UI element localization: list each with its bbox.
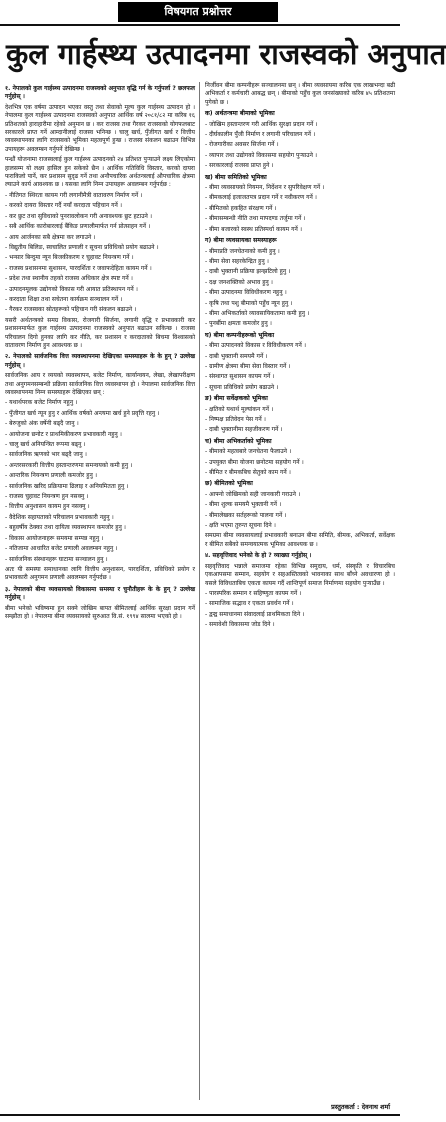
bullet-item: - बीमा उत्पादनको विकास र विविधीकरण गर्ने । bbox=[205, 342, 306, 350]
left-column bbox=[5, 82, 195, 1100]
bullet-item: - राजस्व चुहावट नियन्त्रण हुन नसक्नु । bbox=[5, 493, 89, 501]
bullet-item: - प्रदेश तथा स्थानीय तहको राजस्व अधिकार क्षेत्र स्पष्ट गर्ने । bbox=[5, 275, 133, 283]
question-heading: १. नेपालको कुल गार्हस्थ्य उत्पादनमा राजस्वको अनुपात वृद्धि गर्न के गर्नुपर्ला ? छलफल गर्नुहोस् । bbox=[5, 85, 195, 101]
question-heading: २. नेपालको सार्वजनिक वित्त व्यवस्थापनमा देखिएका समस्याहरू के के हुन् ? उल्लेख गर्नुहोस् । bbox=[5, 353, 195, 369]
bullet-item: - जोखिम हस्तान्तरण गरी आर्थिक सुरक्षा प्रदान गर्ने । bbox=[205, 120, 318, 128]
section-label: विषयगत प्रश्नोत्तर bbox=[118, 2, 278, 22]
footer-rule bbox=[0, 1114, 400, 1116]
paragraph: यसरी अर्थतन्त्रको समग्र विकास, रोजगारी सिर्जना, लगानी वृद्धि र प्रभावकारी कर प्रशासनमार्फत कुल गार्हस्थ्य उत्पादनमा राजस्वको अनुपात बढाउन सकिन्छ । राजस्व परिचालन दिगो हुनका लागि कर नीति, कर प्रशासन र करदाताको बिचमा विश्वासको वातावरण निर्माण हुन आवश्यक छ । bbox=[5, 316, 195, 349]
right-column bbox=[205, 82, 395, 1100]
section-heading: घ) बीमा कम्पनीहरूको भूमिका bbox=[205, 331, 275, 339]
bullet-item: - दाबी भुक्तानीमा सहजीकरण गर्ने । bbox=[205, 426, 283, 434]
bullet-item: - नीतिगत स्थिरता कायम गरी लगानीमैत्री वातावरण निर्माण गर्ने । bbox=[5, 191, 143, 199]
paragraph: निर्जीवन बीमा कम्पनीहरू सञ्चालनमा छन् । बीमा व्यवसायमा करिब एक लाखभन्दा बढी अभिकर्ता र कर्मचारी आबद्ध छन् । बीमाको पहुँच कुल जनसंख्याको करिब ४५ प्रतिशतमा पुगेको छ । bbox=[205, 82, 395, 106]
bullet-item: - आयोजना छनोट र प्राथमिकीकरण प्रभावकारी नहुनु । bbox=[5, 430, 122, 438]
bullet-item: - सार्वजनिक खरिद प्रक्रियामा ढिलाइ र अनियमितता हुनु । bbox=[5, 482, 129, 490]
bullet-item: - आफ्नो जोखिमको सही जानकारी गराउने । bbox=[205, 490, 301, 498]
bullet-item: - यथार्थपरक बजेट निर्माण नहुनु । bbox=[5, 399, 78, 407]
bullet-item: - बीमा सेवा सहरकेन्द्रित हुनु । bbox=[205, 257, 269, 265]
bullet-item: - बीमितको हकहित संरक्षण गर्ने । bbox=[205, 204, 277, 212]
bullet-item: - उत्पादनमूलक उद्योगको विकास गरी आयात प्रतिस्थापन गर्ने । bbox=[5, 285, 138, 293]
bullet-item: - उपयुक्त बीमा योजना छनोटमा सहयोग गर्ने । bbox=[205, 458, 304, 466]
bullet-item: - अन्तरसरकारी वित्तीय हस्तान्तरणमा समन्वयको कमी हुनु । bbox=[5, 461, 133, 469]
bullet-item: - सार्वजनिक संस्थानहरू घाटामा सञ्चालन हुनु । bbox=[5, 555, 108, 563]
bullet-item: - राजस्व प्रशासनमा सुशासन, पारदर्शिता र जवाफदेहिता कायम गर्ने । bbox=[5, 264, 152, 272]
bullet-item: - विकास आयोजनाहरू समयमा सम्पन्न नहुनु । bbox=[5, 534, 104, 542]
paragraph: समग्रमा बीमा व्यवसायलाई प्रभावकारी बनाउन बीमा समिति, बीमक, अभिकर्ता, सर्वेक्षक र बीमित सबैको समन्वयात्मक भूमिका आवश्यक छ । bbox=[205, 532, 395, 548]
paragraph: पन्ध्रौं योजनामा राजस्वलाई कुल गार्हस्थ्य उत्पादनको २४ प्रतिशत पुर्‍याउने लक्ष्य लिएकोमा हालसम्म यो लक्ष्य हासिल हुन सकेको छैन । आर्थिक गतिविधि विस्तार, करको दायरा फराकिलो पार्ने, कर प्रशासन सुदृढ गर्ने तथा अनौपचारिक अर्थतन्त्रलाई औपचारिक क्षेत्रमा ल्याउने कार्य आवश्यक छ । यसका लागि निम्न उपायहरू अवलम्बन गर्नुपर्दछ : bbox=[5, 156, 195, 189]
bullet-item: - ग्रामीण क्षेत्रमा बीमा सेवा विस्तार गर्ने । bbox=[205, 362, 291, 370]
bullet-item: - पुनर्बीमा क्षमता कमजोर हुनु । bbox=[205, 320, 272, 328]
bullet-item: - कर छुट तथा सुविधाको पुनरावलोकन गरी अनावश्यक छुट हटाउने । bbox=[5, 212, 153, 220]
bullet-item: - बहुवर्षीय ठेक्का तथा दायित्व व्यवस्थापन कमजोर हुनु । bbox=[5, 524, 126, 532]
question-heading: ३. नेपालको बीमा व्यवसायको विकासमा समस्या र चुनौतीहरू के के हुन् ? उल्लेख गर्नुहोस् । bbox=[5, 585, 195, 602]
bullet-item: - रोजगारीका अवसर सिर्जना गर्ने । bbox=[205, 141, 279, 149]
bullet-item: - गैरकर राजस्वका स्रोतहरूको पहिचान गरी संकलन बढाउने । bbox=[5, 306, 137, 314]
bullet-item: - दक्ष जनशक्तिको अभाव हुनु । bbox=[205, 278, 273, 286]
bullet-item: - बीमासम्बन्धी नीति तथा मापदण्ड तर्जुमा गर्ने । bbox=[205, 215, 306, 223]
paragraph: सार्वजनिक आय र व्ययको व्यवस्थापन, बजेट निर्माण, कार्यान्वयन, लेखा, लेखापरीक्षण तथा अनुगमनसम्बन्धी प्रक्रिया सार्वजनिक वित्त व्यवस्थापन हो । नेपालमा सार्वजनिक वित्त व्यवस्थापनमा निम्न समस्याहरू देखिएका छन् : bbox=[5, 372, 195, 396]
bullet-item: - वित्तीय अनुशासन कायम हुन नसक्नु । bbox=[5, 503, 90, 511]
question-heading: ४. सहवृत्तिवाद भनेको के हो ? व्याख्या गर्नुहोस् । bbox=[205, 552, 312, 560]
column-divider bbox=[199, 82, 200, 1100]
bullet-item: - बीमालेखका सर्तहरूको पालना गर्ने । bbox=[205, 511, 287, 519]
bullet-item: - बीमाप्रति जनचेतनाको कमी हुनु । bbox=[205, 247, 280, 255]
bullet-item: - दाबी भुक्तानी समयमै गर्ने । bbox=[205, 352, 268, 360]
section-heading: ङ) बीमा सर्वेक्षकको भूमिका bbox=[205, 395, 268, 403]
section-heading: ख) बीमा समितिको भूमिका bbox=[205, 173, 267, 181]
paragraph: बीमा भनेको भविष्यमा हुन सक्ने जोखिम बापत बीमितलाई आर्थिक सुरक्षा प्रदान गर्ने सम्झौता हो । नेपालमा बीमा व्यवसायको सुरुआत वि.सं. १९९४ सालमा भएको हो । bbox=[5, 604, 195, 620]
bullet-item: - भन्सार बिन्दुमा न्यून बिजकीकरण र चुहावट नियन्त्रण गर्ने । bbox=[5, 254, 134, 262]
bullet-item: - क्षतिको यथार्थ मूल्यांकन गर्ने । bbox=[205, 405, 274, 413]
section-heading: क) अर्थतन्त्रमा बीमाको भूमिका bbox=[205, 110, 275, 118]
bullet-item: - संस्थागत सुशासन कायम गर्ने । bbox=[205, 373, 275, 381]
bullet-item: - द्वन्द्व समाधानमा संवादलाई प्राथमिकता दिने । bbox=[205, 610, 305, 618]
bullet-item: - विद्युतीय बिलिङ, स्वचालित प्रणाली र सूचना प्रविधिको प्रयोग बढाउने । bbox=[5, 243, 159, 251]
bullet-item: - सामाजिक सद्भाव र एकता प्रवर्धन गर्ने । bbox=[205, 600, 294, 608]
bullet-item: - वैदेशिक सहायताको परिचालन प्रभावकारी नहुनु । bbox=[5, 513, 114, 521]
bullet-item: - कृषि तथा पशु बीमाको पहुँच न्यून हुनु । bbox=[205, 299, 293, 307]
bullet-item: - बीमा उत्पादनमा विविधीकरण नहुनु । bbox=[205, 289, 287, 297]
bullet-item: - करको दायरा विस्तार गर्दै नयाँ करदाता पहिचान गर्ने । bbox=[5, 202, 122, 210]
bullet-item: - बीमा अभिकर्ताको व्यावसायिकतामा कमी हुनु । bbox=[205, 309, 310, 317]
section-heading: ग) बीमा व्यवसायका समस्याहरू bbox=[205, 237, 277, 245]
bullet-item: - बीमा बजारको स्वस्थ प्रतिस्पर्धा कायम गर्ने । bbox=[205, 225, 302, 233]
bullet-item: - सार्वजनिक ऋणको भार बढ्दै जानु । bbox=[5, 451, 87, 459]
bullet-item: - निष्पक्ष प्रतिवेदन पेस गर्ने । bbox=[205, 416, 266, 423]
bullet-item: - आय आर्जनका सबै क्षेत्रमा कर लगाउने । bbox=[5, 233, 96, 241]
section-heading: छ) बीमितको भूमिका bbox=[205, 480, 253, 488]
bullet-item: - बीमकलाई इजाजतपत्र प्रदान गर्ने र नवीकरण गर्ने । bbox=[205, 194, 317, 202]
bullet-item: - नतिजामा आधारित बजेट प्रणाली अवलम्बन नहुनु । bbox=[5, 545, 118, 553]
bullet-item: - बीमित र बीमकबिच सेतुको काम गर्ने । bbox=[205, 469, 291, 477]
paragraph: सहवृत्तिवाद भन्नाले समाजमा रहेका विभिन्न समुदाय, धर्म, संस्कृति र विचारबिच एकआपसमा सम्मान, सहयोग र सहअस्तित्वको भावनाका साथ बाँच्ने अवधारणा हो । यसले विविधताबिच एकता कायम गर्दै शान्तिपूर्ण समाज निर्माणमा सहयोग पुर्‍याउँछ । bbox=[205, 562, 395, 587]
bullet-item: - दीर्घकालीन पुँजी निर्माण र लगानी परिचालन गर्ने । bbox=[205, 131, 316, 139]
bullet-item: - पुँजीगत खर्च न्यून हुनु र आर्थिक वर्षको अन्त्यमा खर्च हुने प्रवृत्ति रहनु । bbox=[5, 409, 160, 417]
section-heading: च) बीमा अभिकर्ताको भूमिका bbox=[205, 437, 272, 445]
bullet-item: - सूचना प्रविधिको प्रयोग बढाउने । bbox=[205, 383, 279, 391]
author-credit: प्रस्तुतकर्ता : देवनाथ शर्मा bbox=[331, 1103, 390, 1111]
bullet-item: - चालु खर्च अनियन्त्रित रूपमा बढ्नु । bbox=[5, 441, 86, 449]
bullet-item: - करदाता शिक्षा तथा सचेतना कार्यक्रम सञ्चालन गर्ने । bbox=[5, 295, 123, 303]
bullet-item: - क्षति भएमा तुरुन्त सूचना दिने । bbox=[205, 522, 276, 530]
bullet-item: - बीमा व्यवसायको नियमन, निर्देशन र सुपरिवेक्षण गर्ने । bbox=[205, 184, 325, 192]
bullet-item: - सबै आर्थिक कारोबारलाई बैंकिङ प्रणालीमार्फत गर्न प्रोत्साहन गर्ने । bbox=[5, 223, 151, 231]
bullet-item: - दाबी भुक्तानी प्रक्रिया झन्झटिलो हुनु । bbox=[205, 268, 291, 276]
paragraph: अतः यी समस्या समाधानका लागि वित्तीय अनुशासन, पारदर्शिता, प्रविधिको प्रयोग र प्रभावकारी अनुगमन प्रणाली अवलम्बन गर्नुपर्दछ । bbox=[5, 565, 195, 582]
bullet-item: - आन्तरिक नियन्त्रण प्रणाली कमजोर हुनु । bbox=[5, 472, 97, 480]
bullet-item: - बीमा शुल्क समयमै भुक्तानी गर्ने । bbox=[205, 501, 282, 509]
bullet-item: - बेरुजुको अंक वर्षेनी बढ्दै जानु । bbox=[5, 420, 79, 428]
bullet-item: - समावेशी विकासमा जोड दिने । bbox=[205, 621, 275, 629]
header-bar bbox=[0, 0, 400, 26]
bullet-item: - पारस्परिक सम्मान र सहिष्णुता कायम गर्ने । bbox=[205, 589, 302, 597]
bullet-item: - व्यापार तथा उद्योगको विकासमा सहयोग पुर्‍याउने । bbox=[205, 151, 318, 159]
bullet-item: - सरकारलाई राजस्व प्राप्त हुने । bbox=[205, 162, 274, 170]
bullet-item: - बीमाको महत्वबारे जनचेतना फैलाउने । bbox=[205, 448, 292, 456]
page-title: कुल गार्हस्थ्य उत्पादनमा राजस्वको अनुपात bbox=[6, 37, 446, 71]
paragraph: देशभित्र एक वर्षमा उत्पादन भएका वस्तु तथा सेवाको मूल्य कुल गार्हस्थ्य उत्पादन हो । नेपालमा कुल गार्हस्थ्य उत्पादनमा राजस्वको अनुपात आर्थिक वर्ष २०८१/८२ मा करिब १६ प्रतिशतको हाराहारीमा रहेको अनुमान छ । कर राजस्व तथा गैरकर राजस्वको योगफलबाट सरकारले प्राप्त गर्ने आम्दानीलाई राजस्व भनिन्छ । चालु खर्च, पुँजीगत खर्च र वित्तीय व्यवस्थापनका लागि राजस्वको भूमिका महत्वपूर्ण हुन्छ । राजस्व संकलन बढाउन विभिन्न उपायहरू अवलम्बन गर्नुपर्ने देखिन्छ । bbox=[5, 103, 195, 153]
